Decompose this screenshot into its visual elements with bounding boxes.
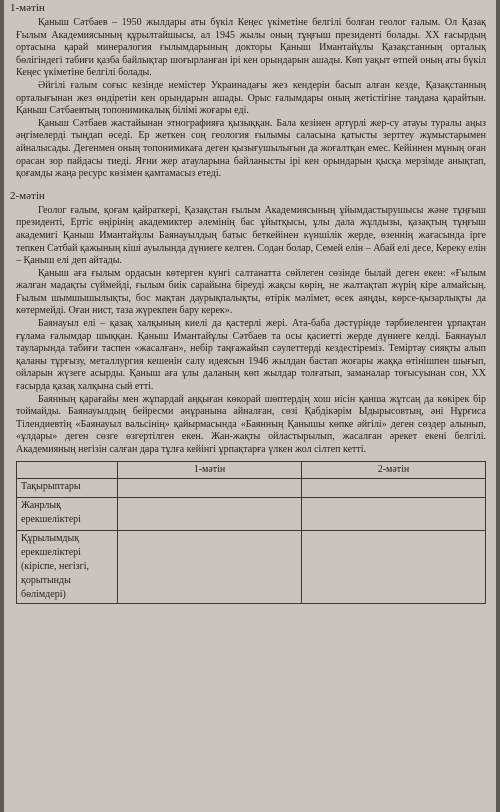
table-header-empty <box>17 461 118 478</box>
text1-paragraph-2: Әйгілі ғалым соғыс кезінде немістер Украинадағы жез кендерін басып алған кезде, Қазақстанның орталығынан жез өндіретін кен орындарын ашады. Орыс ғалымдары оның жетістігіне таңдана қарайтын. Қаныш Сәтбаевтың топонимикалық білімі жоғары еді. <box>16 79 486 117</box>
cell-text1-structure[interactable] <box>118 530 302 603</box>
table-header-text2: 2-мәтін <box>302 461 486 478</box>
table-row <box>17 478 486 497</box>
table-header-row <box>17 461 486 478</box>
text2-paragraph-1: Геолог ғалым, қоғам қайраткері, Қазақстан ғылым Академиясының ұйымдастырушысы және тұңғыш президенті, Ертіс өңірінің академиктер әлемінің бас ұйытқысы, ұлы дала жұлдызы, қазақтың тұңғыш академигі Қаныш Имантайұлы Баянауылдың батыс беткейінен күншілік жерде, өзеннің жағасында ірге тепкен Сәтбай қажының кіші ауылында дүниеге келген. Содан болар, Семей елін – Абай елі десе, Кереку елін – Қаныш елі деп айтады. <box>16 204 486 267</box>
table-header-text1: 1-мәтін <box>118 461 302 478</box>
table-row <box>17 497 486 530</box>
table-row <box>17 530 486 603</box>
text2-paragraph-3: Баянауыл елі – қазақ халқының киелі да қастерлі жері. Ата-баба дәстүрінде тәрбиеленген ұрпақтан ғұлама ғалымдар шыққан. Қаныш Имантайұлы Сәтбаев та осы қасиетті жерде дүниеге келді. Баянауыл тауларында табиғи таспен «жасалған», небір таңғажайып сәулеттерді кездестіреміз. Теміртау сияқты алып қаланы тұрғызу, металлургия кешенін салу идеясын 1946 жылдан бастап жоғары жаққа өтінішпен шығып, ойларын жүзеге асырды. Қаныш аға ұлы даланың көп жылдар толғатып, заманалар тоғысуынан сон, XX ғасырда қазақ халқына сый етті. <box>16 318 486 393</box>
cell-text1-genre[interactable] <box>118 497 302 530</box>
cell-text1-topics[interactable] <box>118 478 302 497</box>
text2-paragraph-2: Қаныш аға ғылым ордасын көтерген күнгі салтанатта сөйлеген сөзінде былай деген екен: «Ғылым жалған мадақты сүймейді, ғылым биік сарайына біреуді жақсы көрің, не жалтақтап жүрің кіре алмайсың. Ғылым шымшышылықты, бос мақтан даурықпалықты, өтірік мәлімет, өсек аяңды, көрсе-қызарлықты да көтермейді. Оған нист, таза жүрекпен бару керек». <box>16 267 486 317</box>
text1-paragraph-3: Қаныш Сәтбаев жастайынан этнографияға қызыққан. Бала кезінен әртүрлі жер-су атауы туралы аңыз әңгімелерді тыңдап өседі. Ер жеткен соң геология ғылымы саласына қатысты зерттеу жұмыстарымен айналысады. Дегенмен оның топонимикаға деген қызығушылығын да жоғалтқан емес. Кейіннен мұның оған орасан зор пайдасы тиеді. Яғни жер атауларына байланысты ірі кен орындарын қысқа мерзімде анықтап, қоғамды жаңа ресурс көзімен қамтамасыз етеді. <box>16 117 486 180</box>
cell-text2-structure[interactable] <box>302 530 486 603</box>
text2-heading: 2-мәтін <box>10 189 45 202</box>
document-page <box>4 0 496 812</box>
text1-heading: 1-мәтін <box>10 2 45 14</box>
row-label-structure: Құрылымдық ерекшеліктері (кіріспе, негізгі, қорытынды бөлімдері) <box>17 530 118 603</box>
cell-text2-topics[interactable] <box>302 478 486 497</box>
row-label-topics: Тақырыптары <box>17 478 118 497</box>
row-label-genre: Жанрлық ерекшеліктері <box>17 497 118 530</box>
comparison-table <box>16 461 486 604</box>
cell-text2-genre[interactable] <box>302 497 486 530</box>
text2-paragraph-4: Баянның қарағайы мен жұпардай аңқыған көкорай шөптердің хош иісін қанша жұтсаң да көкірек бір тоймайды. Баянауылдың бейресми әнұранына айналған, сөзі Қабдікәрім Ыдырысовтың, әні Нұрғиса Тілендиевтің «Баянауыл вальсінің» қайырмасында «Баянның Қанышы көпке әйгілі» деген сөздер алынып, «ұлдары» деген сөзге өзгертілген екен. Жан-жақты ойластырылып, жасалған әрекет екені белгілі. Академияның негізін салған дара тұлға кейінгі ұрпақтарға үлкен жол сілтеп кетті. <box>16 393 486 455</box>
text1-paragraph-1: Қаныш Сәтбаев – 1950 жылдары аты бүкіл Кеңес үкіметіне белгілі болған геолог ғалым. Ол Қазақ Ғылым Академиясының құрылтайшысы, ал 1945 жылы оның тұңғыш президенті болады. XX ғасырдың ортасына қарай минералогия ғылымдарының докторы Қаныш Имантайұлы Қазақстанның орталық бөлігіндегі табиғи қазба байлықтар шоғырланған ірі кен орындарын ашады. Көп уақыт өтпей оның аты бүкіл Кеңес үкіметіне белгілі болады. <box>16 17 486 79</box>
